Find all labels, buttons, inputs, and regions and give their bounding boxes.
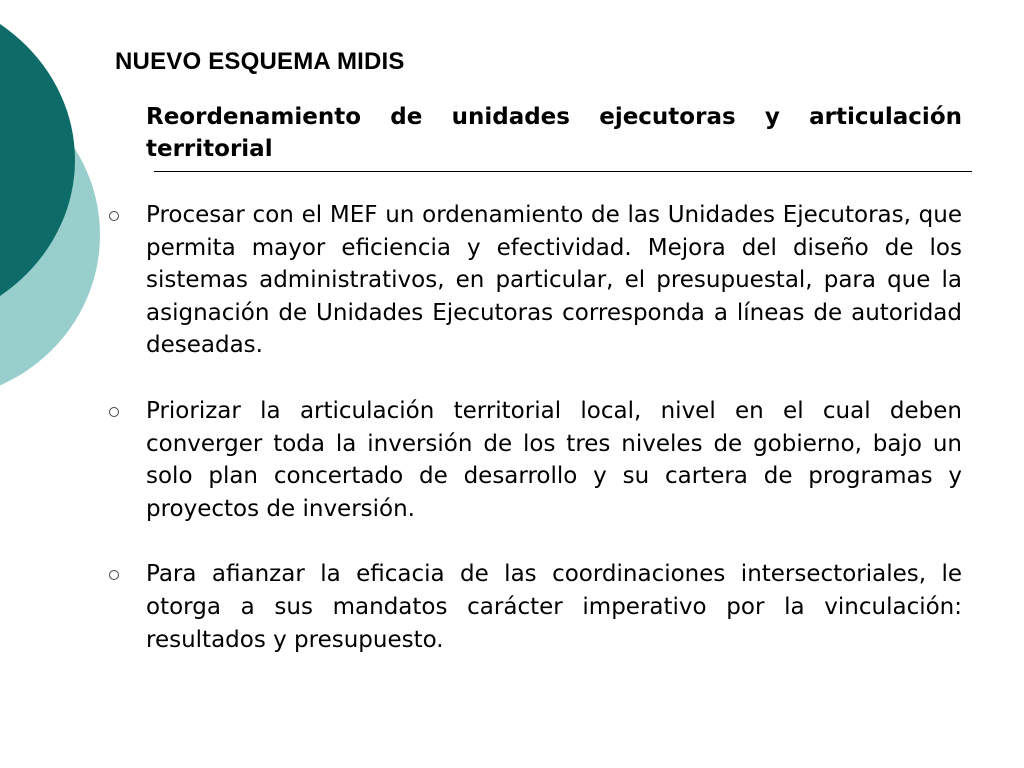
bullet-item [0,199,1024,362]
bullet-circle-icon [109,211,119,221]
bullet-circle-icon [109,570,119,580]
bullet-text: Priorizar la articulación territorial local, nivel en el cual deben converger toda la inversión de los tres niveles de gobierno, bajo un solo plan concertado de desarrollo y su cartera de programas y proyectos de inversión. [146,397,962,522]
bullet-text: Para afianzar la eficacia de las coordinaciones intersectoriales, le otorga a sus mandatos carácter imperativo por la vinculación: resultados y presupuesto. [146,561,962,653]
slide-title: NUEVO ESQUEMA MIDIS [115,48,405,75]
bullet-list [0,199,1024,689]
bullet-text: Procesar con el MEF un ordenamiento de las Unidades Ejecutoras, que permita mayor eficiencia y efectividad. Mejora del diseño de los sistemas administrativos, en particular, el presupuestal, para que la asignación de Unidades Ejecutoras corresponda a líneas de autoridad deseadas. [146,202,962,359]
slide-subtitle: Reordenamiento de unidades ejecutoras y articulación territorial [146,104,962,162]
divider-line [154,171,972,172]
bullet-item [0,558,1024,656]
bullet-item [0,395,1024,525]
bullet-circle-icon [109,407,119,417]
